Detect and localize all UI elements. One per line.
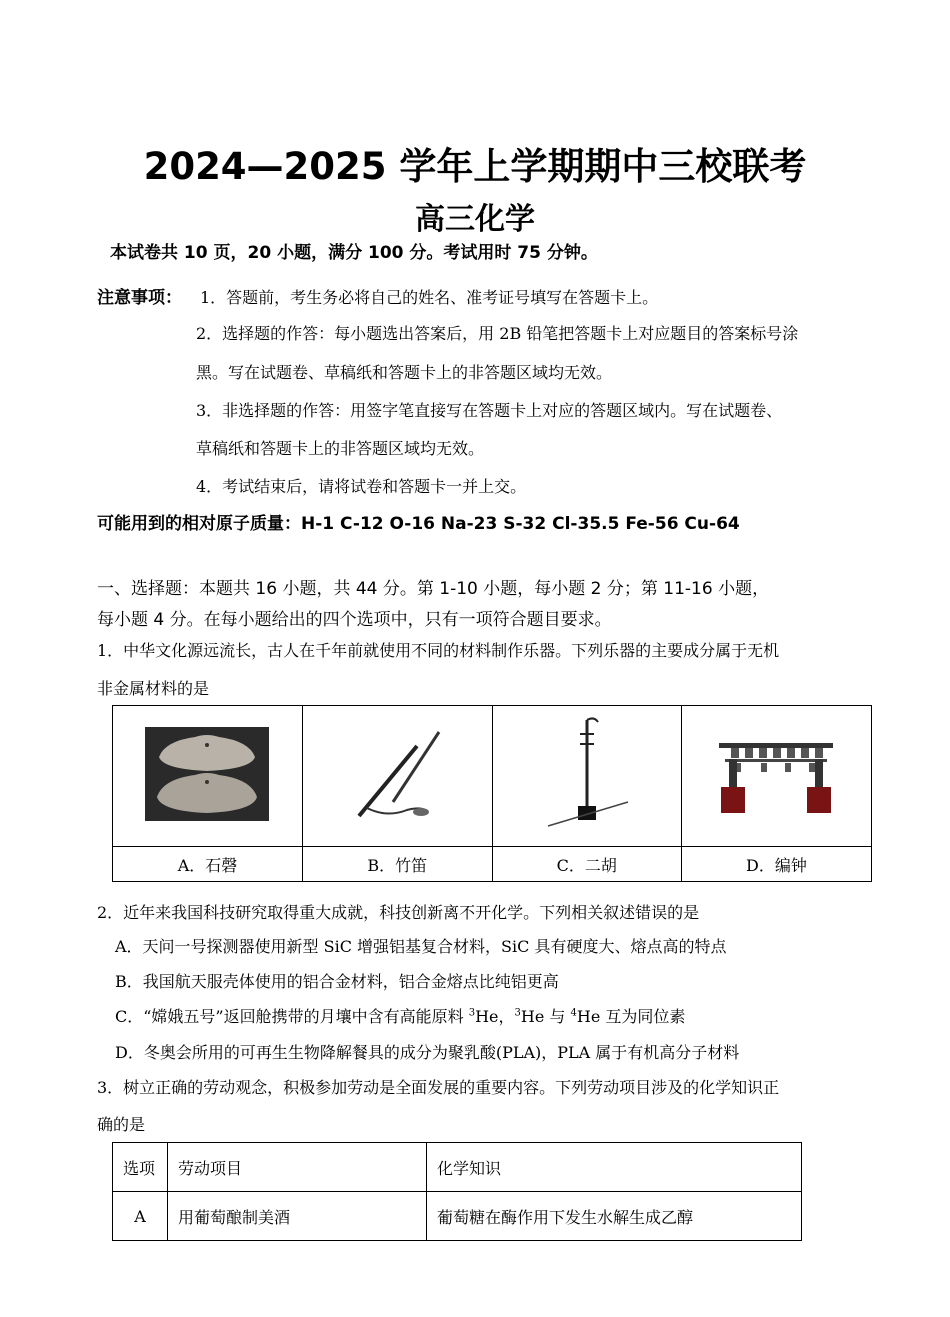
table-header-row [113, 1143, 802, 1192]
note-2: 2．选择题的作答：每小题选出答案后，用 2B 铅笔把答题卡上对应题目的答案标号涂 [196, 324, 799, 343]
q1-options-table [112, 705, 872, 882]
table-cell: 葡萄糖在酶作用下发生水解生成乙醇 [427, 1192, 802, 1241]
note-1: 1．答题前，考生务必将自己的姓名、准考证号填写在答题卡上。 [200, 288, 659, 307]
table-header: 化学知识 [427, 1143, 802, 1192]
q2-stem: 2．近年来我国科技研究取得重大成就，科技创新离不开化学。下列相关叙述错误的是 [97, 903, 700, 922]
table-cell: A [113, 1192, 168, 1241]
atomic-masses: 可能用到的相对原子质量：H-1 C-12 O-16 Na-23 S-32 Cl-35.5 Fe-56 Cu-64 [97, 514, 740, 534]
bamboo-flute-image [302, 706, 492, 847]
table-header: 选项 [113, 1143, 168, 1192]
bianzhong-bells-image [681, 706, 871, 847]
q1-option-a: A．石磬 [113, 847, 303, 882]
q1-option-d: D．编钟 [681, 847, 871, 882]
note-4: 4．考试结束后，请将试卷和答题卡一并上交。 [196, 477, 527, 496]
note-2-cont: 黑。写在试题卷、草稿纸和答题卡上的非答题区域均无效。 [196, 363, 613, 382]
stone-chime-image [113, 706, 303, 847]
q3-table [112, 1142, 802, 1241]
q1-option-b: B．竹笛 [302, 847, 492, 882]
q1-stem-2: 非金属材料的是 [97, 679, 210, 698]
exam-subtitle: 高三化学 [415, 202, 535, 237]
section-heading-2: 每小题 4 分。在每小题给出的四个选项中，只有一项符合题目要求。 [97, 610, 612, 630]
exam-title: 2024—2025 学年上学期期中三校联考 [143, 145, 807, 188]
note-3: 3．非选择题的作答：用签字笔直接写在答题卡上对应的答题区域内。写在试题卷、 [196, 401, 783, 420]
q1-option-c: C．二胡 [492, 847, 681, 882]
notes-label: 注意事项： [97, 288, 182, 308]
erhu-image [492, 706, 681, 847]
table-row [113, 1192, 802, 1241]
q2-option-d: D．冬奥会所用的可再生生物降解餐具的成分为聚乳酸(PLA)，PLA 属于有机高分子材料 [115, 1043, 740, 1062]
q3-stem-1: 3．树立正确的劳动观念，积极参加劳动是全面发展的重要内容。下列劳动项目涉及的化学知识正 [97, 1078, 780, 1097]
note-3-cont: 草稿纸和答题卡上的非答题区域均无效。 [196, 439, 485, 458]
q2-option-a: A．天问一号探测器使用新型 SiC 增强铝基复合材料，SiC 具有硬度大、熔点高的特点 [115, 937, 727, 956]
table-cell: 用葡萄酿制美酒 [168, 1192, 427, 1241]
q3-stem-2: 确的是 [97, 1115, 146, 1134]
q1-stem-1: 1．中华文化源远流长，古人在千年前就使用不同的材料制作乐器。下列乐器的主要成分属于无机 [97, 641, 780, 660]
q2-option-b: B．我国航天服壳体使用的铝合金材料，铝合金熔点比纯铝更高 [115, 972, 559, 991]
section-heading-1: 一、选择题：本题共 16 小题，共 44 分。第 1-10 小题，每小题 2 分；第 11-16 小题， [97, 579, 770, 599]
exam-info: 本试卷共 10 页，20 小题，满分 100 分。考试用时 75 分钟。 [110, 243, 598, 263]
table-header: 劳动项目 [168, 1143, 427, 1192]
q2-option-c: C．“嫦娥五号”返回舱携带的月壤中含有高能原料 $^3$He，$^3$He 与 $^4$He 互为同位素 [115, 1007, 686, 1026]
